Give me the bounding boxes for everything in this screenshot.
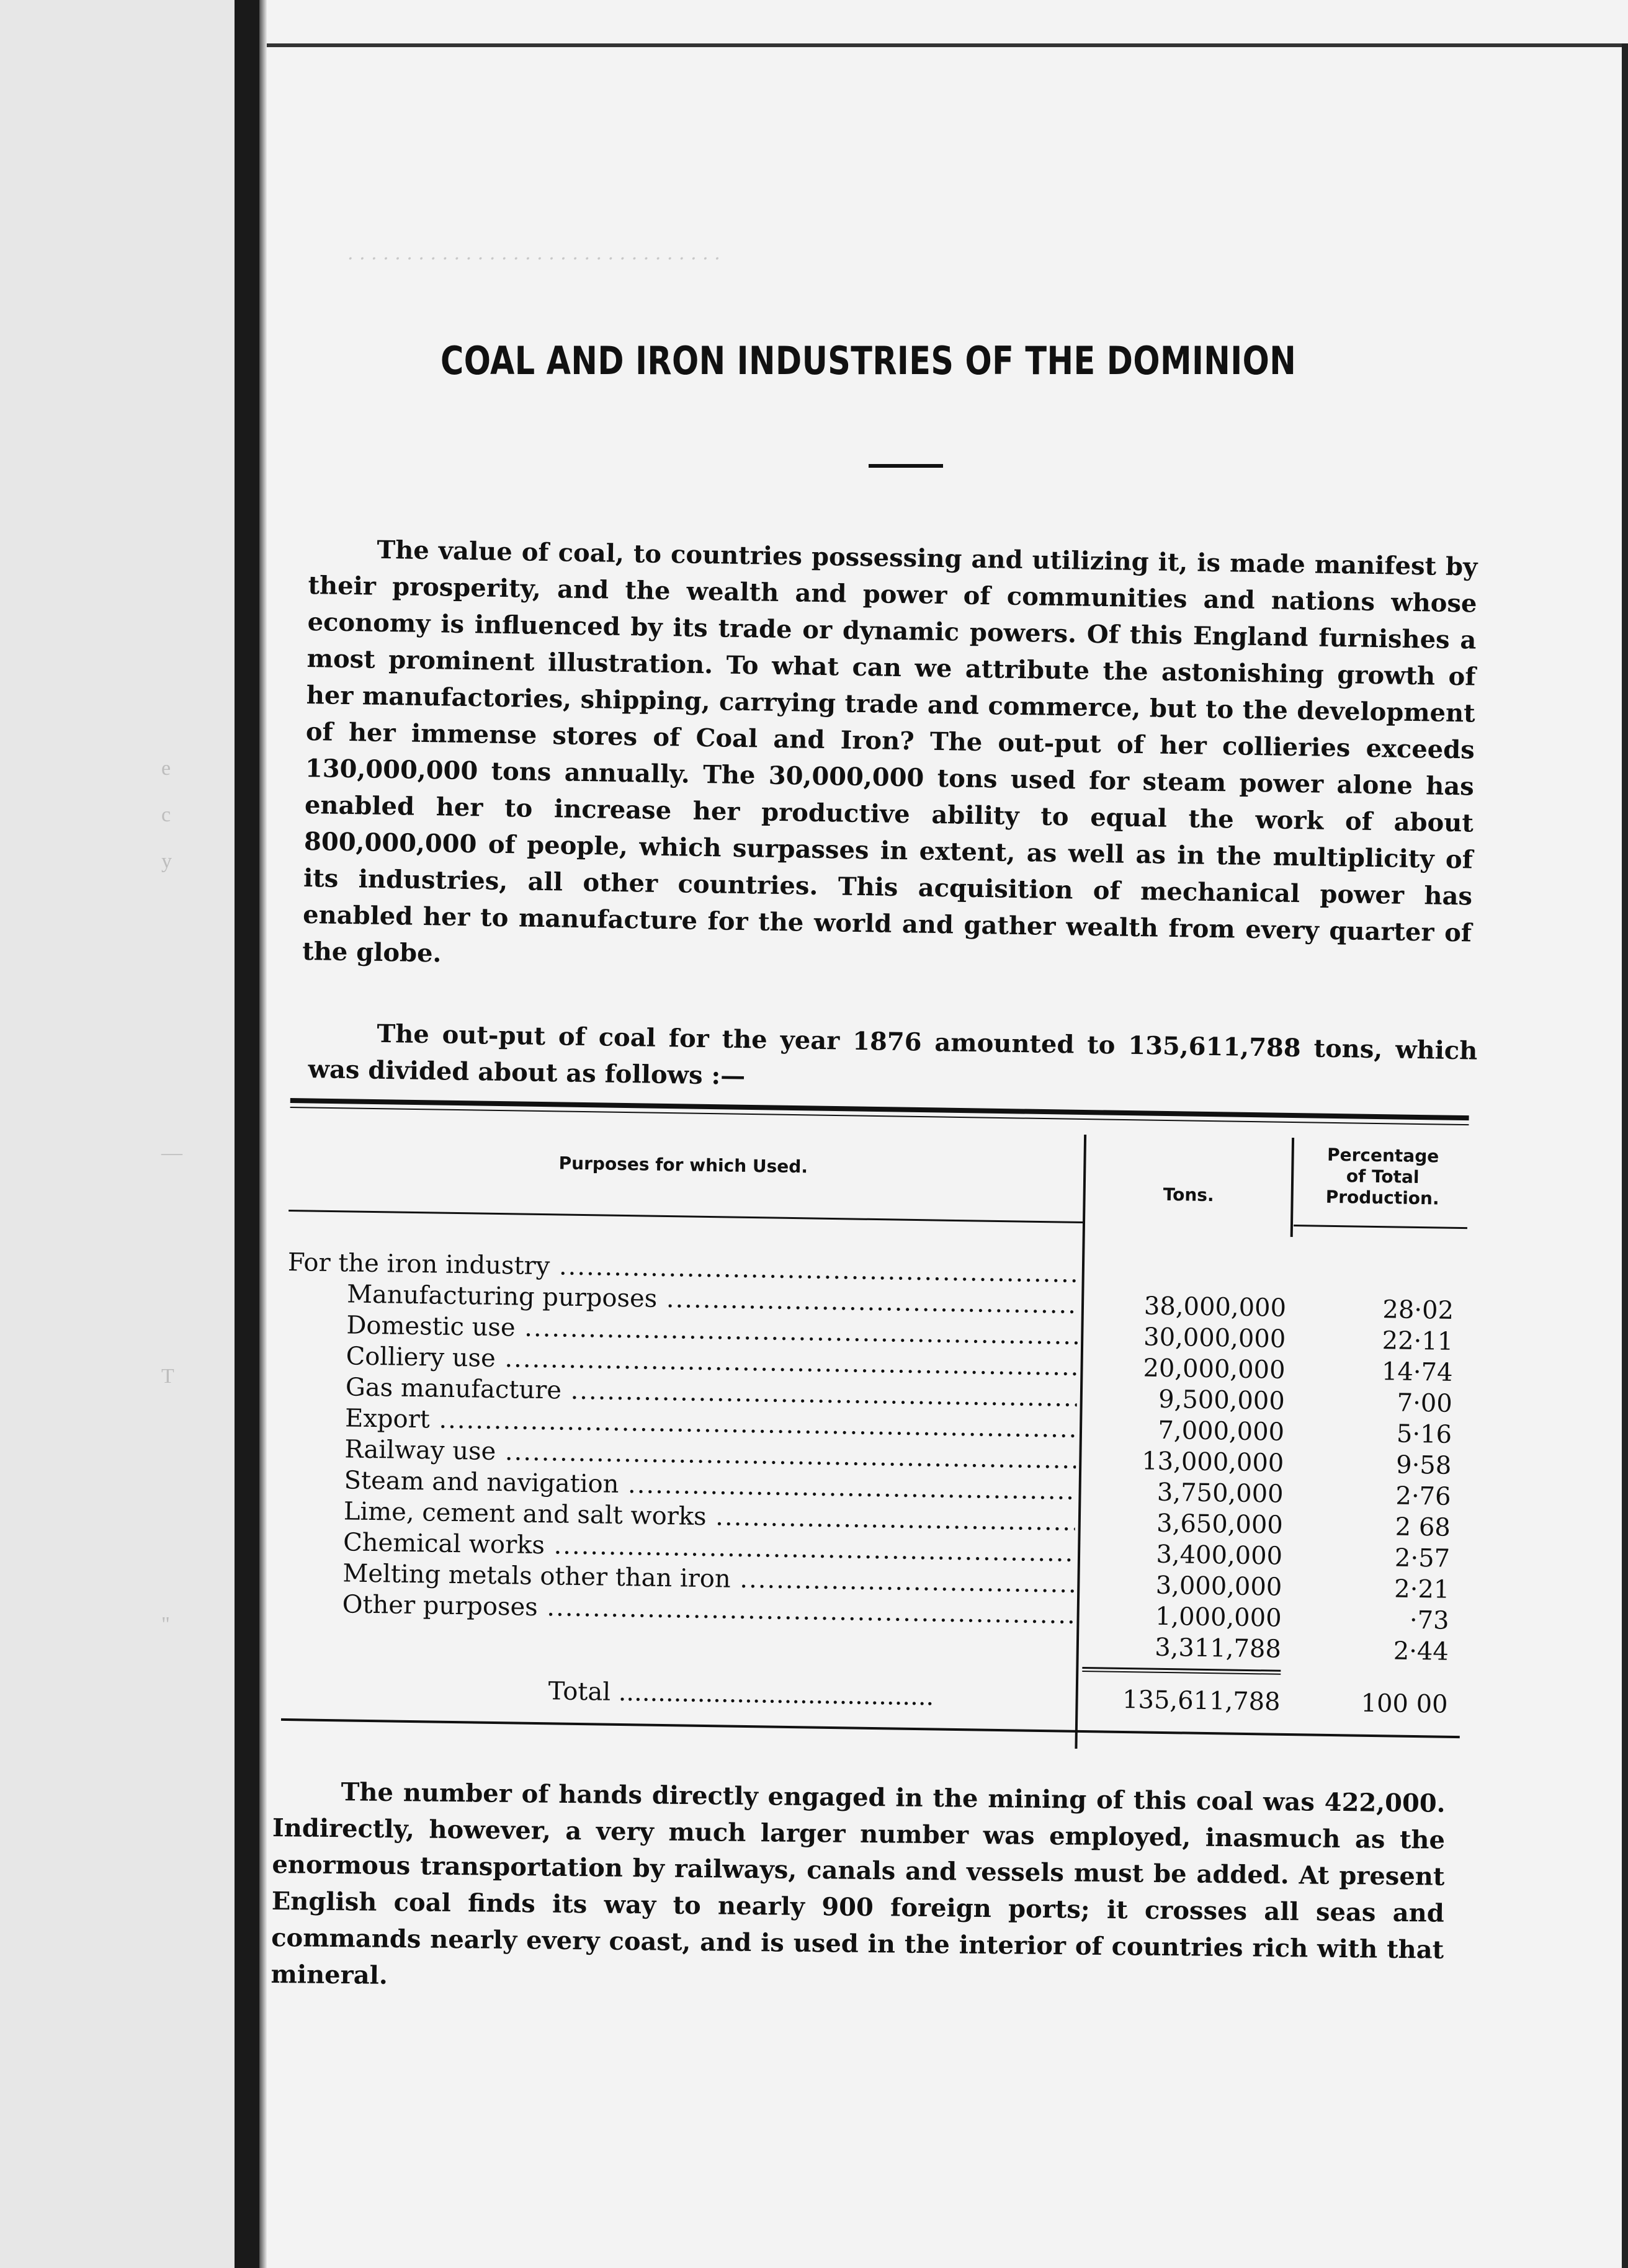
row-pct: 2·57: [1394, 1543, 1451, 1573]
total-label: Total: [548, 1677, 611, 1707]
row-tons: 30,000,000: [1143, 1323, 1286, 1354]
row-label: Manufacturing purposes .....: [347, 1279, 1079, 1320]
row-pct: 9·58: [1395, 1450, 1452, 1480]
header-percentage: [1297, 1144, 1468, 1210]
page-title: COAL AND IRON INDUSTRIES OF THE DOMINION: [441, 338, 1297, 383]
row-pct: 14·74: [1381, 1357, 1453, 1387]
gutter-shadow: [259, 0, 267, 2268]
total-pct: 100 00: [1361, 1689, 1448, 1719]
header-tons: Tons.: [1163, 1184, 1214, 1206]
row-label: Steam and navigation .....: [344, 1465, 1076, 1506]
row-tons: 13,000,000: [1141, 1447, 1284, 1478]
row-tons: 3,650,000: [1156, 1509, 1284, 1540]
header-pct-line1: Percentage: [1326, 1144, 1439, 1167]
header-purpose: Purposes for which Used.: [558, 1153, 808, 1177]
row-label: Chemical works .....: [343, 1527, 1075, 1568]
row-label: Colliery use .....: [346, 1341, 1078, 1382]
bleed-through-text: · · · · · · · · · · · · · · · · · · · · · · · · · · · · · · · ·: [347, 248, 720, 270]
header-pct-line2: of Total: [1346, 1166, 1420, 1188]
header-rule-left: [288, 1210, 1083, 1223]
row-tons: 1,000,000: [1155, 1602, 1282, 1633]
row-pct: 7·00: [1397, 1388, 1453, 1418]
row-pct: 5·16: [1396, 1419, 1452, 1449]
group-label: For the iron industry .....: [288, 1247, 1080, 1290]
closing-paragraph: The number of hands directly engaged in the mining of this coal was 422,000. Indirectly, however, a very much larger number was employed, inasmuch as the enormous transportation by railways, canals and vessels must be added. At present English coal finds its way to nearly 900 foreign ports; it crosses all seas and commands nearly every coast, and is used in the interior of countries rich with that mineral.: [271, 1777, 1446, 1990]
total-row: [281, 1672, 1460, 1720]
row-tons: 3,750,000: [1156, 1478, 1284, 1509]
row-label: Export .....: [345, 1403, 1077, 1444]
intro-paragraph: The value of coal, to countries possessing and utilizing it, is made manifest by their prosperity, and the wealth and power of communities and nations whose economy is influenced by its trade or dynamic powers. Of this England furnishes a most prominent illustration. To what can we attribute the astonishing growth of her manufactories, shipping, carrying trade and commerce, but to the development of her immense stores of Coal and Iron? The out-put of her collieries exceeds 130,000,000 tons annually. The 30,000,000 tons used for steam power alone has enabled her to increase her productive ability to equal the work of about 800,000,000 of people, which surpasses in extent, as well as in the multiplicity of its industries, all other countries. This acquisition of mechanical power has enabled her to manufacture for the world and gather wealth from every quarter of the globe.: [302, 535, 1478, 968]
row-label: Gas manufacture .....: [346, 1372, 1078, 1413]
header-rule-right: [1294, 1225, 1467, 1229]
row-pct: 2·76: [1395, 1481, 1451, 1511]
total-tons: 135,611,788: [1122, 1685, 1281, 1717]
row-tons: 7,000,000: [1158, 1416, 1285, 1447]
row-pct: 28·02: [1382, 1295, 1454, 1325]
page-right-border: [1622, 43, 1628, 2268]
output-paragraph: The out-put of coal for the year 1876 amounted to 135,611,788 tons, which was divided about as follows :—: [308, 1019, 1478, 1091]
row-label: Lime, cement and salt works .....: [344, 1496, 1076, 1537]
row-tons: 20,000,000: [1143, 1354, 1286, 1385]
facing-page-edge: e c y — T ": [0, 0, 235, 2268]
row-tons: 9,500,000: [1158, 1385, 1286, 1416]
row-tons: 3,400,000: [1156, 1540, 1283, 1571]
row-pct: 2·44: [1393, 1636, 1449, 1666]
row-pct: 2 68: [1395, 1512, 1451, 1542]
row-pct: 22·11: [1382, 1326, 1454, 1356]
column-divider-2: [1290, 1138, 1294, 1237]
row-tons: 38,000,000: [1143, 1292, 1287, 1323]
title-underline: [869, 464, 943, 468]
row-label: Domestic use .....: [346, 1310, 1078, 1351]
total-leader: ........................................: [610, 1677, 934, 1712]
page-top-border: [267, 43, 1628, 47]
table-bottom-rule: [281, 1718, 1460, 1738]
row-tons: 3,000,000: [1155, 1571, 1282, 1602]
row-label: Other purposes .....: [342, 1589, 1074, 1630]
header-pct-line3: Production.: [1325, 1186, 1439, 1209]
row-label: Railway use .....: [344, 1434, 1076, 1475]
row-pct: 2·21: [1393, 1574, 1450, 1604]
binding-gutter: [235, 0, 259, 2268]
row-tons: 3,311,788: [1154, 1633, 1282, 1664]
coal-usage-table: [280, 1092, 1469, 1767]
row-pct: ·73: [1409, 1605, 1449, 1635]
row-label: Melting metals other than iron .....: [342, 1558, 1075, 1599]
